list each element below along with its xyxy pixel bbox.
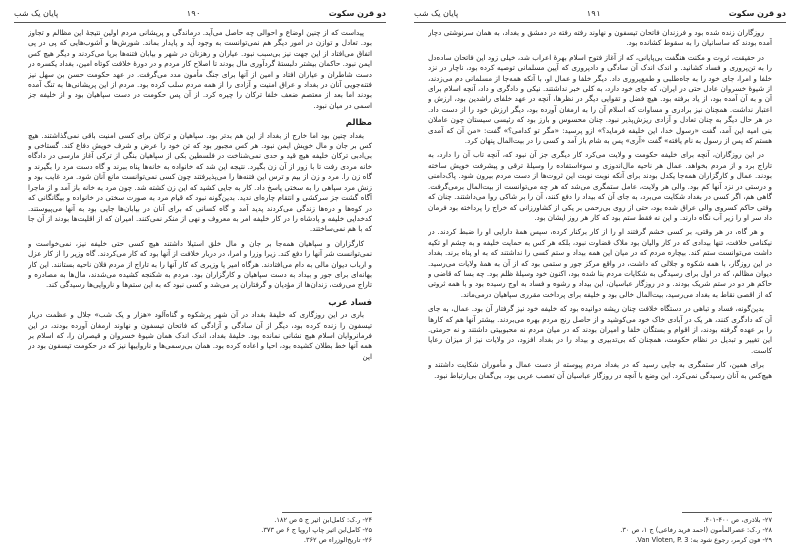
section-heading: مظالم bbox=[345, 117, 372, 128]
paragraph: بدین‌گونه، فساد و تباهی در دستگاه خلافت چنان ریشه دوانیده بود که خلیفه خود نیز گرفتار آن بود. عمال، به جای آن که دادگری کنند، هر یک در آبادی خاک خود می‌کوشید و از حاصل رنج مردم بهره می‌بردند. بیشتر آنها هم که کارها را بر عهده گرفته بودند، از اقوام و بستگان خلفا و امیران بودند که در میان مردم نه محبوبیتی داشتند و نه حرمتی. این تغییر و تبدیل در نظام حکومت، همچنان که بی‌تدبیری و بیداد را در بغداد افزود، در ولایات نیز از میزان رعایا کاست. bbox=[428, 304, 772, 355]
paragraph: برای همین، کار ستمگری به جایی رسید که در بغداد مردم پیوسته از دست عمال و مأموران شکایت داشتند و هیچ‌کس به آنان رسیدگی نمی‌کرد. این وضع با آنچه در روزگار عباسیان آن تعصب عربی بود، بی‌گمان بی‌ارتباط نبود. bbox=[428, 360, 772, 380]
footnote: ۲۴- ر.ک: کامل‌ابن اثیر ج ۵ ص ۱۸۲. bbox=[274, 516, 372, 524]
footnote-rule bbox=[282, 512, 372, 513]
left-page-header bbox=[14, 6, 386, 23]
paragraph: در این روزگاران، آنچه برای خلیفه حکومت و ولایت می‌کرد کار دیگری جز آن نبود که، آنچه تاب آن را دارد، به تاراج برد و از مردم بخواهد. عمال هر ناحیه مال‌اندوزی و سوءاستفاده را وسیلهٔ ترقی و پیشرفت خویش ساخته بودند. عمال و کارگزاران همه‌جا یکدل بودند برای آنکه نوبت نوبت این ثروت‌ها از دست مردم بیرون شود. پاک‌دامنی و درستی در نزد آنها کم بود. والی هر ولایت، عامل ستمگری می‌شد که هر چه می‌توانست از بیت‌المال برمی‌گرفت. گاهی هم، اگر کسی در بغداد شکایت می‌برد، به جای آن که بیداد را دفع کنند، آن را بر شاکی روا می‌داشتند. چنان که وقتی حاکم کسروی والی عراق شده بود، حتی از روی بی‌رحمی بر یکی از کشاورزانی که خراج را پرداخته بود فرمان داد سر او را زیر آب نگاه دارند. و این نه فقط ستم بود که کار هر روز ایشان بود. bbox=[428, 150, 772, 222]
left-page-body bbox=[28, 28, 372, 508]
footnote: ۲۹- فون کرمر، رجوع شود به: Van Vloten, P. 3. bbox=[635, 536, 772, 544]
paragraph: در حقیقت، ثروت و مکنت هنگفت بی‌پایانی، که از آغاز فتوح اسلام بهرهٔ اعراب شد، خیلی زود این فاتحان ساده‌دل را به تن‌پروری و فساد کشانید. و اندک اندک آن سادگی و داد‌پروری که آیین مسلمانی توصیه کرده بود، ناچار در نزد خلفا و امرا، جای خود را به جاه‌طلبی و طمع‌پروری داد. دیگر خلفا و عمال او، با آنکه همه‌جا از مسلمانی دم می‌زدند، از شیوهٔ خسروان عادل حتی در ایران، که جای خود دارد، به کلی خبر نداشتند. نیکی و دادگری و داد، آنچه اسلام برای آن و به آن آمده بود، از یاد برفته بود. هیچ فضل و تقوایی دیگر در نظرها، آنچه در عهد خلفای راشدین بود، ارزش و اعتبار نداشت. همچنان نیز برادری و مساوات که اسلام آن را به ارمغان آورده بود، دیگر ارزش خود را از دست داد. در هر حال دیگر به چنان تعادل و آزادی ریزش‌پذیر نبود. چنان محسوس و بارز بود که رئیسی سیستان چون عاملان بنی امیه این آمد، گفت «رسول خدا، این خلیفه فرماید؟» ازو پرسید: «مگر تو کدامی؟» گفت: «من آن که آمدی هستم که پس از رسول به نام یافته» گفت «آری» پس به شام باز آمد و کسی را در بیت‌المال پنهان کرد. bbox=[428, 52, 772, 146]
paragraph: پیداست که از چنین اوضاع و احوالی چه حاصل می‌آید. درماندگی و پریشانی مردم اولین نتیجهٔ این مظالم و تجاوز بود. تعادل و توازن در امور دیگر هم نمی‌توانست به وجود آید و پایدار بماند. شورش‌ها و آشوب‌هایی که پی در پی اتفاق می‌افتاد از این جهت نیز بی‌سبب نبود. عیاران و رهزنان در شهر و بیابان فتنه‌ها برپا می‌کردند و دیگر هیچ کس ایمن نبود. حاکمان بیشتر دلبستهٔ گردآوری مال بودند تا اصلاح کار مردم و در دورهٔ خلافت کوتاه امین، بغداد یکسره در دست شاطران و عیاران افتاد و امین از آنها برای جنگ مأمون مدد می‌گرفت. در عهد حکومت حسن بن سهل نیز فتنه‌جویی آنان در بغداد و عراق امنیت و آزادی را از همه مردم سلب کرده بود. مردم از این پریشانی‌ها به تنگ آمده بودند اما بعد از معتصم ضعف خلفا ترکان را چیره کرد. از آن پس حکومت در دست سپاهیان بود و از خلیفه جز اسمی در میان نبود. bbox=[28, 28, 372, 110]
paragraph: روزگاران زنده شده بود و فرزندان فاتحان تیسفون و نهاوند رفته رفته در دمشق و بغداد، به همان سرنوشتی دچار آمده بودند که ساسانیان را به سقوط کشانده بود. bbox=[428, 28, 772, 48]
right-page-header bbox=[414, 6, 786, 23]
footnote: ۲۷- بلاذری، ص ۴۰۰-۴۰۱. bbox=[703, 516, 772, 524]
footnote: ۲۶- تاریخ‌الوزراء ص ۳۶۲. bbox=[303, 536, 372, 544]
right-footnotes bbox=[428, 515, 772, 545]
paragraph: بغداد چنین بود اما خارج از بغداد از این هم بدتر بود. سپاهیان و ترکان برای کسی امنیت باقی نمی‌گذاشتند. هیچ کس بر جان و مال خویش ایمن نبود. هر کس مجبور بود که تن خود را عرض و شرف خویش دفاع کند. گستاخی و بی‌ادبی ترکان خلیفه هیچ قید و حدی نمی‌شناخت در فلسطین بکی از سپاهیان بنگی از ترکی آغاز مارسی در دادگاه خانه مردی رفت تا با زور از آن زن بگیرد. نتیجه این شد که خانواده به خانه‌ها پناه ببرند و گاه دست مرد را بگیرند و گاه زن را. مرد و زن از بیم و ترس این فتنه‌ها را می‌پذیرفتند چون کسی نمی‌توانست مانع آنان شود. مرد غایب بود و زنش مرد سپاهی را به سختی پاسخ داد. کار به جایی کشید که این زن کشته شد. چون مرد به خانه باز آمد و از ماجرا آگاه گشت جز سرکشی و انتقام چاره‌ای ندید. بدین‌گونه نبود که قیام مرد به صورت سختی در خانواده و بیگانگانی که در کوه‌ها و دره‌ها زندگی می‌کردند پدید آمد و گاه کسانی که برای آنان در بیابان‌ها جایی بود به آنها می‌پیوستند. کدخدایی خلیفه و پادشاه را در کار خلیفه امر به معروف و نهی از منکر نمی‌کنند. امیران که از اقلیت‌ها بودند از آن جا که با هم نمی‌ساختند. bbox=[28, 130, 372, 234]
section-heading: فساد عرب bbox=[328, 296, 372, 307]
paragraph: باری در این روزگاری که خلیفهٔ بغداد در آن شهر پرشکوه و گناه‌آلود «هزار و یک شب» جلال و عظمت دربار تیسفون را زنده کرده بود، دیگر از آن سادگی و آزادگی که فاتحان تیسفون و نهاوند ارمغان آورده بودند، در این فرمانروایان اسلام هیچ نشانی نمانده بود. خلیفهٔ بغداد، اندک اندک همان شیوهٔ خسروان و قیصران را، که اسلام بر همه آنها خط بطلان کشیده بود، احیا و اعاده کرده بود. همان بی‌رسمی‌ها و نارواییها نیز که در حکومت تیسفون بود در این bbox=[28, 310, 372, 361]
paragraph: کارگزاران و سپاهیان همه‌جا بر جان و مال خلق استیلا داشتند هیچ کسی حتی خلیفه نیز، نمی‌خواست و نمی‌توانست شر آنها را دفع کند. زیرا وزرا و امرا، در دربار خلافت از آنها بود که کار می‌کردند. گاه وزیر را از کار عزل و ارباب دیوان مالی به دام می‌افتادند. هرگاه امیر یا وزیری که کار آنها را به تاراج از مردم فلان ناحیه بستانند. این کار بهانه‌ای برای جور و بیداد به دست سپاهیان و کارگزاران بود. مردم به شکنجه کشیده می‌شدند، مال‌ها به مصادره و تاراج می‌رفت، زندان‌ها از مؤدیان و گرفتاران پر می‌شد و کسی نبود که به این ستم‌ها و ناروایی‌ها رسیدگی کند. bbox=[28, 238, 372, 290]
right-running-title: دو قرن سکوت bbox=[728, 8, 786, 18]
footnote: ۲۸- ر.ک: عصرالمأمون (احمد فرید رفاعی) ج ۱، ص ۳۰. bbox=[620, 526, 772, 534]
left-footnotes bbox=[28, 515, 372, 545]
right-page bbox=[400, 0, 800, 552]
footnote: ۲۵- کامل‌ابن اثیر چاپ اروپا ج ۶ ص ۳۷۳. bbox=[261, 526, 372, 534]
footnote-rule bbox=[682, 512, 772, 513]
right-page-number: ۱۹۱ bbox=[586, 8, 601, 18]
right-running-subtitle: پایان یک شب bbox=[414, 8, 459, 18]
paragraph: و هر گاه، در هر وقتی، بر کسی خشم گرفتند او را از کار برکنار کرده، سپس همهٔ دارایی او را ضبط کردند. در نیکنامی خلافت، تنها بیدادی که در کار والیان بود ملاک قضاوت نبود، بلکه هر کس به حمایت خلیفه و به چشم او تکیه داشت می‌توانست ستم کند. بیچاره مردم که در میان این همه بیداد و ستم کسی را نداشتند که به او پناه برند. بغداد در این روزگار، با همه شکوه و جلالی که داشت، در واقع مرکز جور و ستمی بود که از آن به همهٔ ولایات می‌رسید. دیوان مظالم، که در اول برای رسیدگی به شکایات مردم بنا شده بود، اکنون خود وسیلهٔ ظلم بود. چه بسا که قاضی و حاکم هر دو در ستم شریک بودند. و در روزگار عباسیان، این بیداد و رشوه و فساد به اوج رسیده بود و با همه ثروتی که از اقصی نقاط به بغداد می‌رسید، بیت‌المال خالی بود و خلیفه برای پرداخت مقرری سپاهیان درمی‌ماند. bbox=[428, 227, 772, 299]
left-running-title: دو قرن سکوت bbox=[328, 8, 386, 18]
right-page-body bbox=[428, 28, 772, 508]
left-page-number: ۱۹۰ bbox=[186, 8, 201, 18]
left-running-subtitle: پایان یک شب bbox=[14, 8, 59, 18]
